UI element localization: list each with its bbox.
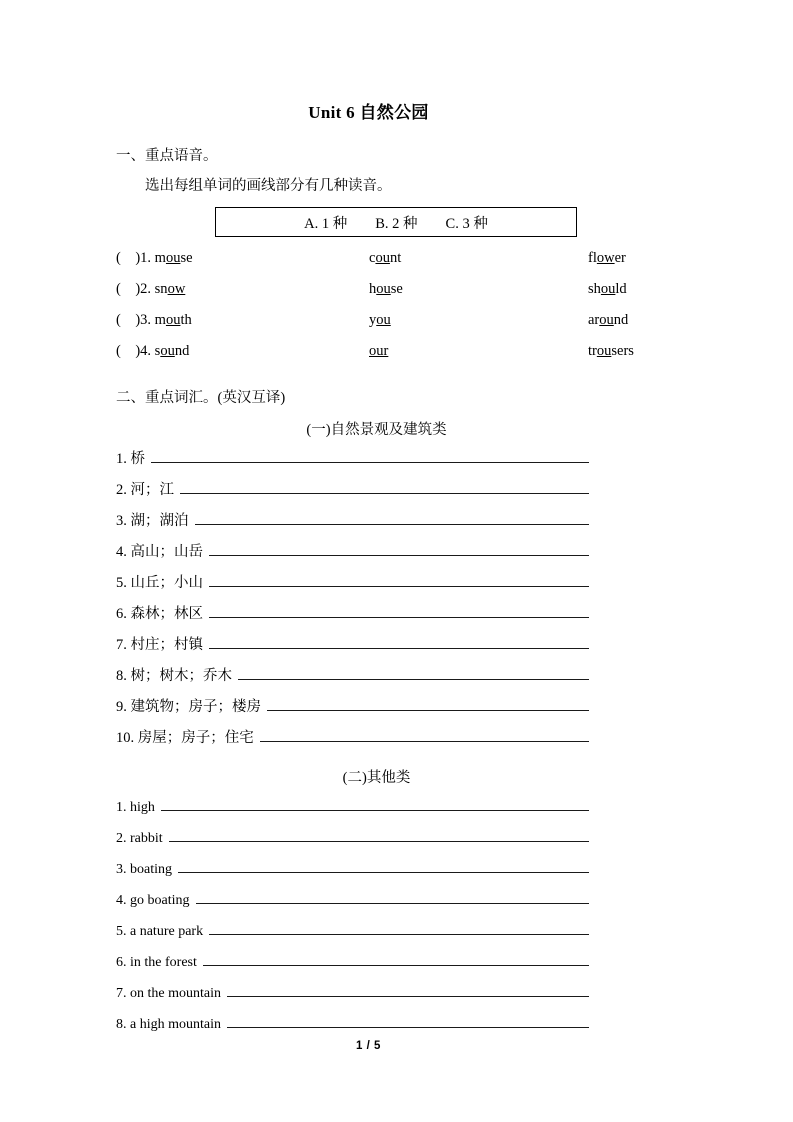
answer-blank[interactable] <box>260 726 589 742</box>
word-suffix: se <box>390 281 403 297</box>
vocab-label: 6. 森林；林区 <box>116 606 203 622</box>
phonics-word-col1[interactable] <box>116 336 189 367</box>
phonics-row <box>0 274 793 305</box>
answer-blank[interactable] <box>227 1012 589 1028</box>
word-underlined: our <box>369 343 389 359</box>
answer-blank[interactable] <box>238 664 589 680</box>
list-item <box>0 540 793 571</box>
word-underlined: ou <box>160 343 175 359</box>
phonics-word-col3[interactable] <box>588 274 627 305</box>
list-item <box>0 571 793 602</box>
word-underlined: ow <box>167 281 186 297</box>
section-one-instruction: 选出每组单词的画线部分有几种读音。 <box>145 178 392 194</box>
vocab-label: 4. go boating <box>116 893 190 908</box>
page-title: Unit 6 自然公园 <box>308 103 429 122</box>
phonics-word-col3[interactable] <box>588 336 634 367</box>
word-underlined: ou <box>375 250 390 266</box>
vocab-label: 2. 河；江 <box>116 482 174 498</box>
word-suffix: nt <box>389 250 402 266</box>
word-underlined: ou <box>376 312 391 328</box>
answer-blank[interactable] <box>209 602 589 618</box>
word-underlined: ou <box>165 312 181 328</box>
word-prefix: ar <box>588 312 600 328</box>
word-prefix: ( )2. sn <box>116 281 168 297</box>
list-item <box>0 1012 793 1043</box>
answer-blank[interactable] <box>209 540 589 556</box>
option-b: B. 2 种 <box>375 215 418 232</box>
word-prefix: ( )4. s <box>116 343 161 359</box>
list-item <box>0 478 793 509</box>
phonics-word-col2[interactable] <box>369 336 388 367</box>
phonics-word-col2[interactable] <box>369 274 403 305</box>
word-prefix: sh <box>588 281 601 297</box>
word-prefix: ( )3. m <box>116 312 166 328</box>
word-prefix: y <box>369 312 377 328</box>
vocab-label: 10. 房屋；房子；住宅 <box>116 730 254 746</box>
phonics-word-col1[interactable] <box>116 305 192 336</box>
phonics-word-col2[interactable] <box>369 243 401 274</box>
vocab-label: 8. a high mountain <box>116 1017 221 1032</box>
word-underlined: ou <box>599 312 614 328</box>
word-underlined: ou <box>600 281 616 297</box>
answer-blank[interactable] <box>151 447 589 463</box>
word-prefix: ( )1. m <box>116 250 166 266</box>
option-c: C. 3 种 <box>445 215 488 232</box>
word-suffix: er <box>614 250 626 266</box>
vocab-label: 3. boating <box>116 862 172 877</box>
answer-blank[interactable] <box>209 919 589 935</box>
phonics-row <box>0 305 793 336</box>
word-prefix: c <box>369 250 376 266</box>
vocab-label: 5. a nature park <box>116 924 204 939</box>
phonics-word-col3[interactable] <box>588 305 628 336</box>
word-prefix: tr <box>588 343 597 359</box>
option-a: A. 1 种 <box>304 215 348 232</box>
word-suffix: ld <box>615 281 627 297</box>
answer-blank[interactable] <box>196 888 590 904</box>
list-item <box>0 664 793 695</box>
word-suffix: se <box>180 250 193 266</box>
list-item <box>0 919 793 950</box>
word-prefix: fl <box>588 250 597 266</box>
answer-blank[interactable] <box>161 795 589 811</box>
list-item <box>0 795 793 826</box>
answer-blank[interactable] <box>203 950 589 966</box>
list-item <box>0 826 793 857</box>
phonics-row <box>0 243 793 274</box>
vocab-label: 1. high <box>116 800 155 815</box>
word-underlined: ou <box>596 343 612 359</box>
phonics-question-list <box>0 237 793 367</box>
word-suffix: nd <box>174 343 190 359</box>
list-item <box>0 695 793 726</box>
answer-blank[interactable] <box>169 826 589 842</box>
answer-blank[interactable] <box>267 695 589 711</box>
vocab-label: 2. rabbit <box>116 831 163 846</box>
list-item <box>0 888 793 919</box>
list-item <box>0 602 793 633</box>
vocab-label: 4. 高山；山岳 <box>116 544 203 560</box>
list-item <box>0 950 793 981</box>
vocab-label: 3. 湖；湖泊 <box>116 513 189 529</box>
phonics-word-col3[interactable] <box>588 243 626 274</box>
answer-blank[interactable] <box>209 571 589 587</box>
list-item <box>0 726 793 757</box>
list-item <box>0 857 793 888</box>
vocab-label: 1. 桥 <box>116 451 145 467</box>
word-underlined: ou <box>165 250 181 266</box>
list-item <box>0 633 793 664</box>
group-one-list <box>0 441 793 757</box>
word-underlined: ow <box>596 250 615 266</box>
answer-blank[interactable] <box>180 478 589 494</box>
group-one-title: (一)自然景观及建筑类 <box>306 422 447 438</box>
section-one-heading: 一、重点语音。 <box>116 148 218 164</box>
answer-options-box <box>215 207 577 237</box>
answer-blank[interactable] <box>209 633 589 649</box>
word-prefix: h <box>369 281 377 297</box>
vocab-label: 5. 山丘；小山 <box>116 575 203 591</box>
list-item <box>0 447 793 478</box>
page-number: 1 / 5 <box>356 1040 381 1052</box>
phonics-row <box>0 336 793 367</box>
word-underlined: ou <box>376 281 391 297</box>
vocab-label: 6. in the forest <box>116 955 197 970</box>
answer-blank[interactable] <box>178 857 589 873</box>
list-item <box>0 981 793 1012</box>
vocab-label: 9. 建筑物；房子；楼房 <box>116 699 261 715</box>
section-two-heading: 二、重点词汇。(英汉互译) <box>116 390 286 406</box>
vocab-label: 7. 村庄；村镇 <box>116 637 203 653</box>
group-two-list <box>0 789 793 1043</box>
answer-blank[interactable] <box>195 509 590 525</box>
phonics-word-col2[interactable] <box>369 305 391 336</box>
answer-blank[interactable] <box>227 981 589 997</box>
word-suffix: nd <box>613 312 629 328</box>
phonics-word-col1[interactable] <box>116 243 193 274</box>
vocab-label: 8. 树；树木；乔木 <box>116 668 232 684</box>
word-suffix: sers <box>611 343 634 359</box>
vocab-label: 7. on the mountain <box>116 986 221 1001</box>
group-two-title: (二)其他类 <box>342 770 411 786</box>
word-suffix: th <box>180 312 192 328</box>
phonics-word-col1[interactable] <box>116 274 185 305</box>
list-item <box>0 509 793 540</box>
options-box-container <box>0 197 793 237</box>
